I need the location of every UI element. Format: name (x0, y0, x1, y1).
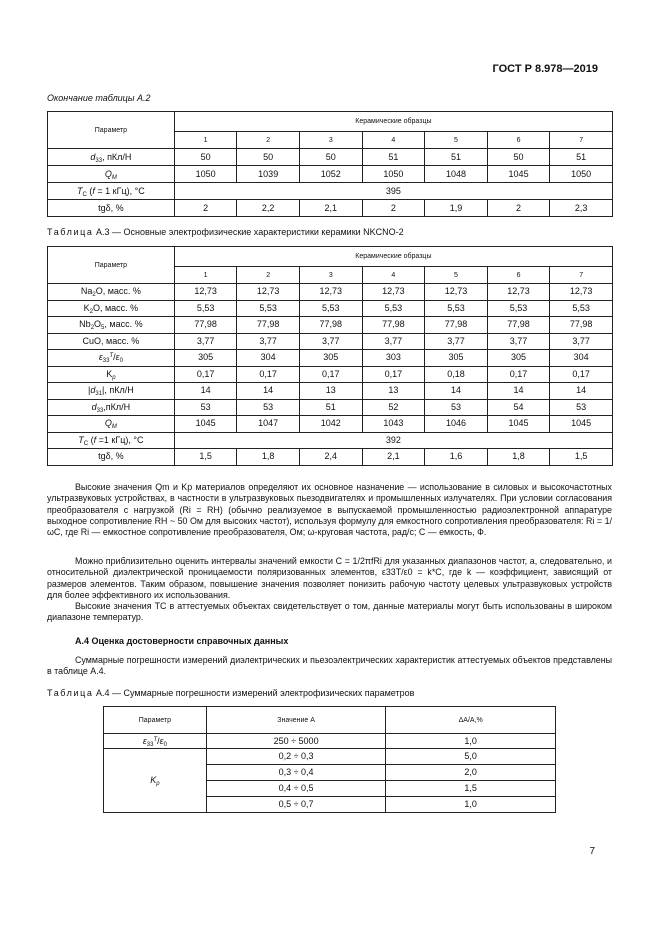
cell: 12,73 (174, 284, 237, 301)
table-row (48, 333, 613, 350)
cell: 1,5 (550, 449, 613, 466)
cell: 1043 (362, 416, 425, 433)
param-header: Параметр (104, 707, 207, 734)
cell: 54 (487, 399, 550, 416)
cell: 53 (174, 399, 237, 416)
cell: 1,0 (386, 797, 556, 813)
paragraph: Высокие значения TC в аттестуемых объектах свидетельствует о том, данные материалы могут быть использованы в широком диапазоне температур. (47, 601, 612, 623)
cell: 1042 (299, 416, 362, 433)
paragraph: Можно приблизительно оценить интервалы значений емкости C = 1/2πfRi для указанных диапазонов частот, a, следовательно, и относительной диэлектрической проницаемости поляризованных элементов, ε33T/ε0 = k*C, где k — коэффициент, зависящий от размеров элементов. Таким образом, повышение значения позволяет понизить рабочую частоту целевых ультразвуковых устройств для более эффективного их использования. (47, 556, 612, 600)
cell: 50 (237, 149, 300, 166)
cell: 1039 (237, 166, 300, 183)
cell: 2,1 (362, 449, 425, 466)
row-label: $Q_M$ (48, 416, 175, 433)
cell: 304 (237, 350, 300, 367)
cell: 0,2 ÷ 0,3 (206, 749, 386, 765)
table-row (48, 300, 613, 317)
cell: 1048 (425, 166, 488, 183)
cell: 0,17 (550, 366, 613, 383)
cell: 304 (550, 350, 613, 367)
cell: 14 (174, 383, 237, 400)
col-header: 5 (425, 132, 488, 149)
error-header: ΔA/A,% (386, 707, 556, 734)
cell: 5,0 (386, 749, 556, 765)
cell: 77,98 (550, 317, 613, 334)
row-label: $|d_{31}|$, пКл/Н (48, 383, 175, 400)
cell: 1046 (425, 416, 488, 433)
param-header: Параметр (48, 247, 175, 284)
table-row (48, 200, 613, 217)
cell: 1,9 (425, 200, 488, 217)
cell: 3,77 (299, 333, 362, 350)
cell: 5,53 (550, 300, 613, 317)
col-header: 2 (237, 132, 300, 149)
col-header: 4 (362, 267, 425, 284)
cell: 1045 (174, 416, 237, 433)
document-header: ГОСТ Р 8.978—2019 (492, 63, 598, 75)
table-row (48, 399, 613, 416)
row-label: $T_C$ (f = 1 кГц), °С (48, 183, 175, 200)
table-a2 (47, 111, 613, 217)
cell: 395 (174, 183, 612, 200)
cell: 0,5 ÷ 0,7 (206, 797, 386, 813)
cell: 12,73 (487, 284, 550, 301)
cell: 250 ÷ 5000 (206, 734, 386, 749)
cell: 12,73 (362, 284, 425, 301)
col-header: 2 (237, 267, 300, 284)
cell: 5,53 (237, 300, 300, 317)
cell: 2,3 (550, 200, 613, 217)
cell: 1047 (237, 416, 300, 433)
cell: 392 (174, 432, 612, 449)
cell: 1050 (550, 166, 613, 183)
row-label: $Nb_2O_5$, масс. % (48, 317, 175, 334)
cell: 14 (487, 383, 550, 400)
col-header: 6 (487, 132, 550, 149)
cell: 1052 (299, 166, 362, 183)
cell: 0,17 (299, 366, 362, 383)
table-a3 (47, 246, 613, 466)
cell: 2 (362, 200, 425, 217)
section-text: Суммарные погрешности измерений диэлектрических и пьезоэлектрических характеристик аттестуемых объектов представлены в таблице А.4. (47, 655, 612, 677)
cell: 3,77 (425, 333, 488, 350)
cell: 0,18 (425, 366, 488, 383)
cell: 12,73 (425, 284, 488, 301)
row-label: $\varepsilon_{33}^T/\varepsilon_0$ (48, 350, 175, 367)
cell: 2,4 (299, 449, 362, 466)
table-a2-caption: Окончание таблицы А.2 (47, 93, 151, 103)
cell: 303 (362, 350, 425, 367)
cell: 50 (487, 149, 550, 166)
page-number: 7 (589, 846, 595, 857)
cell: 13 (299, 383, 362, 400)
cell: 12,73 (237, 284, 300, 301)
table-row (48, 383, 613, 400)
cell: 1045 (487, 166, 550, 183)
cell: 50 (174, 149, 237, 166)
cell: 12,73 (550, 284, 613, 301)
col-header: 7 (550, 267, 613, 284)
cell: 3,77 (487, 333, 550, 350)
value-header: Значение A (206, 707, 386, 734)
row-label: $T_C$ (f =1 кГц), °С (48, 432, 175, 449)
cell: 3,77 (237, 333, 300, 350)
cell: 51 (425, 149, 488, 166)
cell: 2,1 (299, 200, 362, 217)
col-header: 5 (425, 267, 488, 284)
col-header: 7 (550, 132, 613, 149)
table-row (48, 350, 613, 367)
cell: 1,8 (487, 449, 550, 466)
table-row (104, 749, 556, 765)
cell: 1,8 (237, 449, 300, 466)
row-label: $d_{33},пКл/Н$ (48, 399, 175, 416)
table-row (48, 416, 613, 433)
table-row (48, 149, 613, 166)
cell: 53 (425, 399, 488, 416)
cell: 14 (550, 383, 613, 400)
cell: 51 (362, 149, 425, 166)
cell: 1045 (550, 416, 613, 433)
cell: 77,98 (299, 317, 362, 334)
table-row (48, 284, 613, 301)
cell: 14 (425, 383, 488, 400)
cell: 1050 (174, 166, 237, 183)
table-row (48, 183, 613, 200)
cell: 305 (299, 350, 362, 367)
cell: 1050 (362, 166, 425, 183)
row-label: $d_{33}$, пКл/Н (48, 149, 175, 166)
cell: 5,53 (487, 300, 550, 317)
cell: 1,5 (386, 781, 556, 797)
group-header: Керамические образцы (174, 112, 612, 132)
cell: 52 (362, 399, 425, 416)
table-row (104, 734, 556, 749)
cell: 305 (174, 350, 237, 367)
cell: 0,17 (362, 366, 425, 383)
cell: 51 (550, 149, 613, 166)
row-label: $K_p$ (48, 366, 175, 383)
cell: 0,17 (487, 366, 550, 383)
cell: 5,53 (425, 300, 488, 317)
row-label: CuO, масс. % (48, 333, 175, 350)
paragraph: Высокие значения Qm и Kp материалов определяют их основное назначение — использование в силовых и высокочастотных ультразвуковых устройствах, в частности в ультразвуковых пьезодвигателях и промышленных излучателях. При условии согласования преобразователя с нагрузкой (Ri = RH) (обычно реализуемое в выпускаемой промышленностью радиоэлектронной аппаратуре выходное сопротивление RH ~ 50 Ом для высоких частот), используя формулу для емкостного сопротивления преобразователя: Ri = 1/ωC, где Ri — емкостное сопротивление преобразователя, Ом; ω-круговая частота, рад/с; C — емкость, Ф. (47, 482, 612, 538)
cell: 1,6 (425, 449, 488, 466)
cell: 12,73 (299, 284, 362, 301)
cell: 3,77 (362, 333, 425, 350)
cell: 51 (299, 399, 362, 416)
col-header: 6 (487, 267, 550, 284)
cell: 77,98 (425, 317, 488, 334)
table-row (48, 166, 613, 183)
cell: 77,98 (362, 317, 425, 334)
cell: 2 (487, 200, 550, 217)
table-row (48, 449, 613, 466)
cell: 3,77 (174, 333, 237, 350)
section-title: А.4 Оценка достоверности справочных данных (75, 636, 289, 646)
cell: 77,98 (237, 317, 300, 334)
cell: 3,77 (550, 333, 613, 350)
cell: 77,98 (487, 317, 550, 334)
group-header: Керамические образцы (174, 247, 612, 267)
cell: 2,0 (386, 765, 556, 781)
cell: 1045 (487, 416, 550, 433)
row-label: $\varepsilon_{33}^T/\varepsilon_0$ (104, 734, 207, 749)
cell: 13 (362, 383, 425, 400)
cell: 0,17 (237, 366, 300, 383)
cell: 5,53 (299, 300, 362, 317)
col-header: 1 (174, 267, 237, 284)
row-label: $Q_M$ (48, 166, 175, 183)
table-row (48, 366, 613, 383)
cell: 0,4 ÷ 0,5 (206, 781, 386, 797)
cell: 1,5 (174, 449, 237, 466)
cell: 0,17 (174, 366, 237, 383)
table-row (48, 432, 613, 449)
table-a3-caption: Таблица А.3 — Основные электрофизические характеристики керамики NKCNO-2 (47, 227, 404, 237)
cell: 0,3 ÷ 0,4 (206, 765, 386, 781)
cell: 53 (550, 399, 613, 416)
table-a4 (103, 706, 556, 813)
cell: 1,0 (386, 734, 556, 749)
cell: 5,53 (174, 300, 237, 317)
cell: 2 (174, 200, 237, 217)
cell: 5,53 (362, 300, 425, 317)
cell: 305 (487, 350, 550, 367)
cell: 77,98 (174, 317, 237, 334)
cell: 53 (237, 399, 300, 416)
col-header: 3 (299, 132, 362, 149)
row-label: tgδ, % (48, 200, 175, 217)
row-label: $K_2O$, масс. % (48, 300, 175, 317)
cell: 305 (425, 350, 488, 367)
row-label: tgδ, % (48, 449, 175, 466)
row-label: $Na_2O$, масс. % (48, 284, 175, 301)
col-header: 3 (299, 267, 362, 284)
table-row (48, 317, 613, 334)
row-label: $K_p$ (104, 749, 207, 813)
col-header: 1 (174, 132, 237, 149)
param-header: Параметр (48, 112, 175, 149)
col-header: 4 (362, 132, 425, 149)
table-a4-caption: Таблица А.4 — Суммарные погрешности измерений электрофизических параметров (47, 688, 415, 698)
cell: 14 (237, 383, 300, 400)
cell: 2,2 (237, 200, 300, 217)
cell: 50 (299, 149, 362, 166)
